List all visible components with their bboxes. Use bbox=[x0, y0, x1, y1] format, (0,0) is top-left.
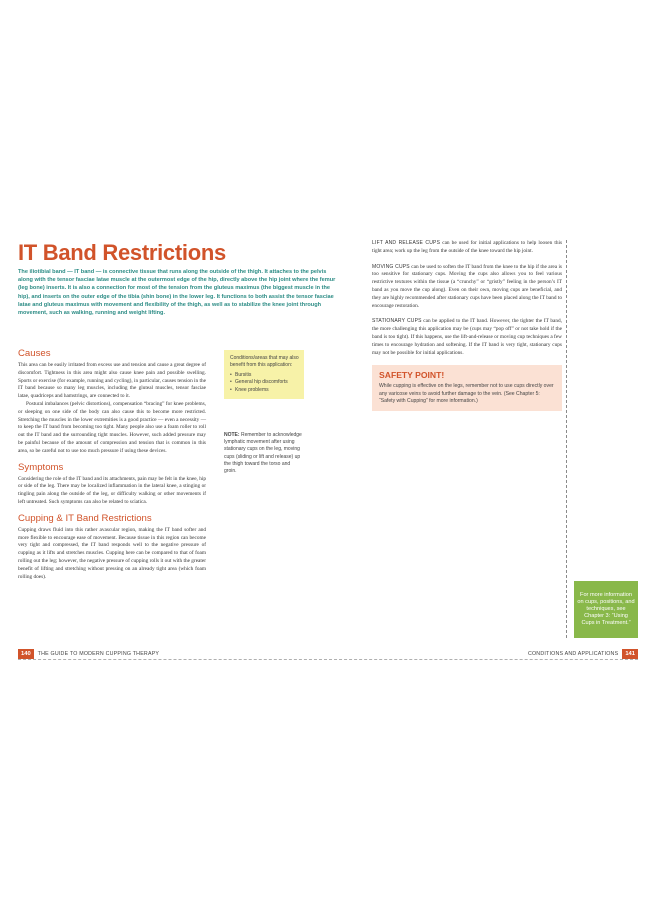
lift-release-paragraph bbox=[372, 240, 562, 256]
conditions-item: • Knee problems bbox=[230, 387, 299, 394]
lift-release-text: can be used for initial applications to help loosen this tight area; work up the leg from the outside of the knee toward the hip joint. bbox=[372, 240, 563, 254]
page-number-left: 140 bbox=[18, 649, 34, 659]
lead-in-stationary-cups: STATIONARY CUPS bbox=[372, 318, 422, 325]
note-label: NOTE: bbox=[224, 432, 240, 438]
stationary-cups-text: can be applied to the IT band. However, the tighter the IT band, the more challenging this application may be (cups may “pop off” or not take hold if the band is too tight). If this happens, use the lift-and-release or moving cup techniques a few times to encourage hydration and softening. If the IT band is very tight, stationary cups may not be possible for initial applications. bbox=[372, 318, 562, 356]
symptoms-paragraph: Considering the role of the IT band and its attachments, pain may be felt in the knee, hip or side of the leg. There may be localized inflammation in the lateral knee, a stinging or tingling pain along the outside of the leg, or difficulty walking or other movements if left untreated. Such symptoms can also be related to sciatica. bbox=[18, 475, 206, 505]
conditions-list bbox=[230, 372, 299, 394]
safety-text: While cupping is effective on the legs, remember not to use cups directly over any varicose veins to avoid further damage to the vein. (See Chapter 5: “Safety with Cupping” for more information.) bbox=[379, 383, 554, 404]
side-tab-text: For more information on cups, positions, and techniques, see Chapter 3: “Using Cups in Treatment.” bbox=[577, 592, 635, 626]
safety-title: SAFETY POINT! bbox=[379, 370, 445, 381]
section-heading-causes: Causes bbox=[18, 348, 51, 359]
moving-cups-text: can be used to soften the IT band from the knee to the hip if the area is too sensitive for stationary cups. Moving the cups also allows you to feel various restrictive textures within the tissue (a “crunchy” or “gristly” feeling in the person’s IT band as you move the cup along). Even on their own, moving cups are beneficial, and they are highly recommended after stationary cups have been placed along the IT band to encourage restoration. bbox=[372, 263, 562, 309]
lead-in-lift-release: LIFT AND RELEASE CUPS bbox=[372, 240, 441, 246]
section-heading-symptoms: Symptoms bbox=[18, 461, 64, 473]
note-box bbox=[224, 432, 304, 475]
footer-left bbox=[18, 649, 163, 659]
margin-dashed-rule bbox=[566, 240, 567, 638]
page-number-right: 141 bbox=[622, 649, 638, 659]
stationary-cups-paragraph bbox=[372, 318, 562, 357]
cupping-paragraph: Cupping draws fluid into this rather avascular region, making the IT band softer and more flexible to encourage ease of movement. Because tissue in this region can become very tight and compressed, the IT band responds well to the negative pressure of cupping as it lifts and stretches muscles. Cupping here can be compared to that of foam rolling out the leg; however, the negative pressure of cupping rolls it out with the greater benefit of lifting and stretching without pressing on an already tight area (which foam rolling does). bbox=[18, 526, 206, 580]
main-column bbox=[18, 348, 206, 587]
causes-paragraph-2: Postural imbalances (pelvic distortions), compensation “bracing” for knee problems, or sleeping on one side of the body can also cause this to become more restricted. Stretching the muscles in the lower extremities is a good practice — even a necessity — to keep the IT band from becoming too tight. Many people also use a foam roller to roll out the IT band and the surrounding tight muscles. However, such added pressure may be painful because of the amount of compression and tension that is common in this area, so be careful not to use too much pressure if using these devices. bbox=[18, 400, 206, 454]
safety-box bbox=[372, 365, 562, 411]
conditions-item: • General hip discomforts bbox=[230, 379, 299, 386]
side-tab bbox=[574, 581, 638, 638]
moving-cups-paragraph bbox=[372, 264, 562, 311]
footer-dashed-rule bbox=[18, 659, 638, 660]
section-heading-cupping: Cupping & IT Band Restrictions bbox=[18, 512, 152, 524]
conditions-box bbox=[224, 350, 304, 399]
causes-paragraph-1: This area can be easily irritated from excess use and tension and cause a great degree of discomfort. Tightness in this area might also cause knee pain and possible swelling. Sports or exercise (for example, running and cycling), in particular, causes tension in the IT band because so many leg muscles, including the gluteal muscles, tensor fasciae latae, quadriceps and hamstrings, are connected to it. bbox=[18, 362, 206, 400]
footer-right bbox=[524, 649, 638, 659]
right-page bbox=[372, 240, 562, 411]
running-head-left: THE GUIDE TO MODERN CUPPING THERAPY bbox=[37, 651, 160, 657]
lead-in-moving-cups: MOVING CUPS bbox=[372, 263, 410, 270]
running-head-right: CONDITIONS AND APPLICATIONS bbox=[527, 651, 619, 657]
intro-paragraph: The iliotibial band — IT band — is connective tissue that runs along the outside of the thigh. It attaches to the pelvis along with the tensor fasciae latae muscle at the outermost edge of the hip, directly above the hip joint where the femur (leg bone) inserts. It is also a connection for most of the tension from the gluteus maximus (the biggest muscle in the hip), and inserts on the outer edge of the tibia (shin bone) in the lower leg. It functions to both assist the tensor fasciae latae and gluteus maximus with movement and flexibility of the thigh, as well as to stabilize the knee joint through movement, such as walking, running and weight lifting. bbox=[18, 269, 336, 317]
conditions-item: • Bursitis bbox=[230, 372, 299, 379]
note-text: Remember to acknowledge lymphatic movement after using stationary cups on the leg, moving cups (sliding or lift and release) up the thigh toward the torso and groin. bbox=[224, 432, 302, 475]
conditions-lead: Conditions/areas that may also benefit from this application: bbox=[230, 355, 299, 368]
page-title: IT Band Restrictions bbox=[18, 240, 226, 265]
